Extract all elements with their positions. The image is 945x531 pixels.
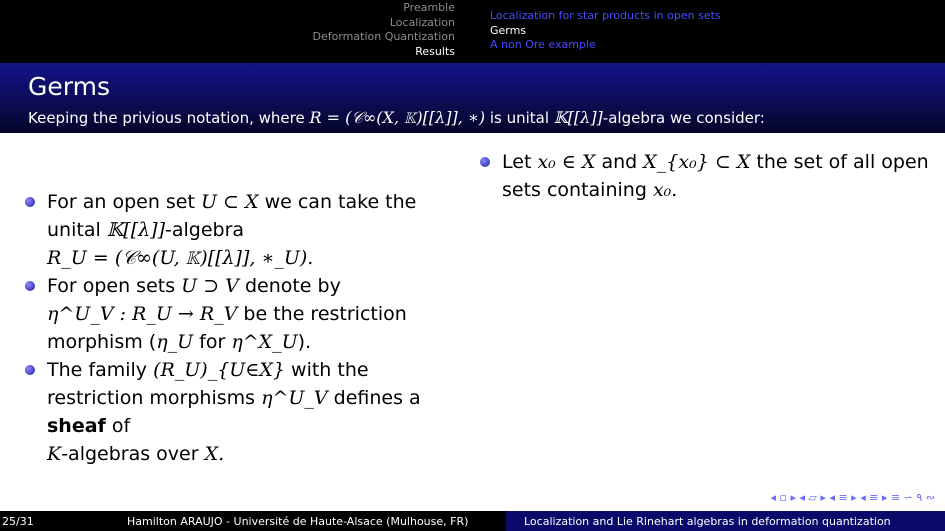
left-column (22, 188, 452, 468)
section-navigation (313, 1, 456, 59)
bullet-icon (480, 157, 490, 167)
subsection-navigation (490, 9, 721, 53)
page-number: 25/31 (2, 515, 34, 528)
bullet-restriction-morphism: For open sets U ⊃ V denote by η^U_V : R_U → R_V be the restriction morphism (η_U for η^X_U). (22, 272, 452, 356)
header-navigation-bar (0, 0, 945, 63)
right-column (477, 148, 945, 204)
bullet-icon (25, 281, 35, 291)
footer-author: Hamilton ARAUJO - Université de Haute-Alsace (Mulhouse, FR) (127, 515, 469, 528)
bullet-open-sets-containing-point: Let x₀ ∈ X and X_{x₀} ⊂ X the set of all open sets containing x₀. (477, 148, 945, 204)
sheaf-term: sheaf (47, 415, 106, 437)
beamer-navigation-icons[interactable]: ◂ ▫ ▸ ◂ ▱ ▸ ◂ ≡ ▸ ◂ ≡ ▸ ≡ ∽ ۹ ∾ (770, 491, 935, 504)
bullet-icon (25, 197, 35, 207)
frame-title: Germs (28, 72, 110, 101)
nav-subsection-localization-star-products[interactable]: Localization for star products in open sets (490, 9, 721, 22)
nav-section-preamble[interactable]: Preamble (403, 1, 455, 14)
nav-subsection-germs[interactable]: Germs (490, 23, 527, 37)
bullet-open-set-algebra: For an open set U ⊂ X we can take the unital 𝕂[[λ]]-algebra R_U = (𝒞∞(U, 𝕂)[[λ]], ∗_U). (22, 188, 452, 272)
footer-bar (0, 511, 945, 531)
frame-subtitle: Keeping the privious notation, where R = (𝒞∞(X, 𝕂)[[λ]], ∗) is unital 𝕂[[λ]]-algebra we consider: (28, 108, 765, 127)
bullet-sheaf-definition: The family (R_U)_{U∈X} with the restriction morphisms η^U_V defines a sheaf of K-algebras over X. (22, 356, 452, 468)
footer-title: Localization and Lie Rinehart algebras in deformation quantization (524, 515, 891, 528)
nav-section-results[interactable]: Results (415, 44, 455, 58)
nav-section-deformation-quantization[interactable]: Deformation Quantization (312, 30, 455, 43)
nav-subsection-non-ore-example[interactable]: A non Ore example (490, 38, 596, 51)
footer-title-box (506, 511, 945, 531)
nav-section-localization[interactable]: Localization (389, 15, 455, 29)
bullet-icon (25, 365, 35, 375)
